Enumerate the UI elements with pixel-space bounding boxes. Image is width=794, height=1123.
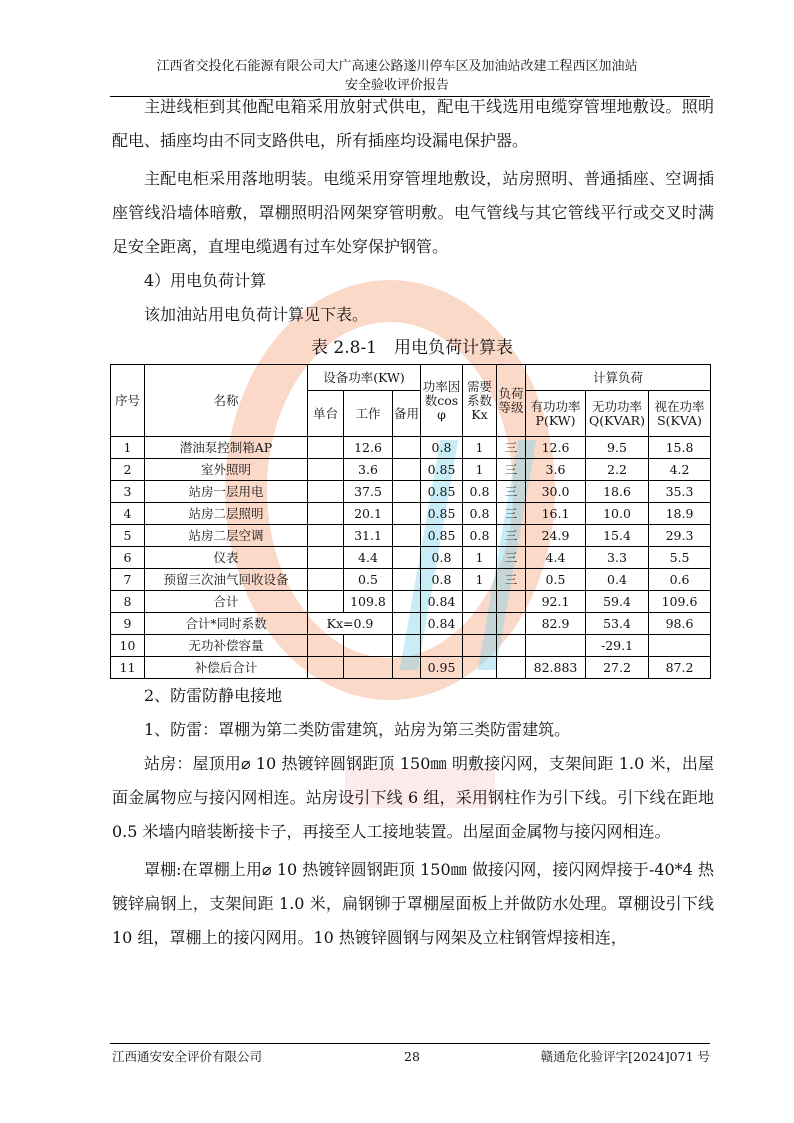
table-cell [421,635,463,657]
table-cell: 1 [463,459,497,481]
table-cell: 1 [463,569,497,591]
table-cell: 16.1 [526,503,586,525]
table-row [111,569,711,591]
table-cell: 30.0 [526,481,586,503]
col-header-work: 工作 [344,391,393,437]
table-cell: 29.3 [649,525,711,547]
table-cell [649,635,711,657]
table-cell [308,459,344,481]
table-cell: 0.85 [421,481,463,503]
table-cell: 109.6 [649,591,711,613]
table-cell [308,503,344,525]
table-cell [344,657,393,679]
table-cell [393,503,421,525]
col-header-s: 视在功率S(KVA) [649,391,711,437]
table-cell: 0.8 [421,547,463,569]
section-heading: 4）用电负荷计算 [144,271,267,290]
table-cell: 4.4 [344,547,393,569]
col-header-pf: 功率因数cos φ [421,365,463,437]
load-calculation-table [110,364,711,679]
table-cell: 11 [111,657,145,679]
table-cell: 9.5 [586,437,649,459]
table-cell [308,437,344,459]
table-cell: 24.9 [526,525,586,547]
table-cell [463,635,497,657]
paragraph: 1、防雷：罩棚为第二类防雷建筑，站房为第三类防雷建筑。 [144,720,571,739]
table-cell [497,657,526,679]
col-header-p: 有功功率P(KW) [526,391,586,437]
paragraph: 主配电柜采用落地明装。电缆采用穿管埋地敷设，站房照明、普通插座、空调插座管线沿墙体暗敷，罩棚照明沿网架穿管明敷。电气管线与其它管线平行或交叉时满足安全距离，直埋电缆遇有过车处穿保护钢管。 [112,169,714,256]
table-cell [497,635,526,657]
table-cell: 0.8 [421,437,463,459]
table-cell: 0.5 [526,569,586,591]
table-cell: 0.95 [421,657,463,679]
table-cell [308,569,344,591]
table-cell [497,613,526,635]
section-heading: 2、防雷防静电接地 [144,686,283,705]
table-cell: 35.3 [649,481,711,503]
table-cell: 0.8 [463,481,497,503]
table-cell: -29.1 [586,635,649,657]
table-row [111,525,711,547]
table-row [111,547,711,569]
table-cell [393,547,421,569]
table-cell: 20.1 [344,503,393,525]
table-cell: 0.85 [421,525,463,547]
table-cell [344,635,393,657]
table-cell: 补偿后合计 [145,657,308,679]
table-cell [308,547,344,569]
table-cell: 仪表 [145,547,308,569]
table-cell: 15.4 [586,525,649,547]
table-cell: 三 [497,459,526,481]
table-cell: 8 [111,591,145,613]
table-cell: 潜油泵控制箱AP [145,437,308,459]
table-cell [308,525,344,547]
table-cell: 98.6 [649,613,711,635]
table-cell: 0.84 [421,613,463,635]
table-cell: 合计*同时系数 [145,613,308,635]
table-cell: 无功补偿容量 [145,635,308,657]
table-cell: 10.0 [586,503,649,525]
table-cell: 27.2 [586,657,649,679]
footer-doc-number: 赣通危化验评字[2024]071 号 [540,1049,710,1064]
table-cell: 87.2 [649,657,711,679]
table-row [111,591,711,613]
table-cell: 5 [111,525,145,547]
table-cell: 站房一层用电 [145,481,308,503]
table-cell: 1 [463,437,497,459]
table-cell: 92.1 [526,591,586,613]
table-row [111,459,711,481]
table-row [111,657,711,679]
table-cell: 4 [111,503,145,525]
table-cell: 5.5 [649,547,711,569]
table-row [111,635,711,657]
table-cell: 109.8 [344,591,393,613]
table-cell: 12.6 [526,437,586,459]
paragraph: 该加油站用电负荷计算见下表。 [144,305,369,324]
table-cell [393,635,421,657]
table-cell [393,613,421,635]
table-cell: 3 [111,481,145,503]
table-cell: 三 [497,437,526,459]
table-cell: 0.85 [421,503,463,525]
footer-divider [110,1043,710,1044]
table-cell: 3.6 [526,459,586,481]
table-cell: 12.6 [344,437,393,459]
footer-company: 江西通安安全评价有限公司 [112,1049,263,1064]
table-cell: 1 [463,547,497,569]
table-cell: 三 [497,547,526,569]
table-cell [393,657,421,679]
table-cell: 预留三次油气回收设备 [145,569,308,591]
table-cell: 3.6 [344,459,393,481]
table-cell [526,635,586,657]
table-cell: 站房二层空调 [145,525,308,547]
table-cell [308,591,344,613]
table-cell: 4.2 [649,459,711,481]
header-title: 江西省交投化石能源有限公司大广高速公路遂川停车区及加油站改建工程西区加油站 [156,59,638,74]
table-cell: 7 [111,569,145,591]
paragraph: 站房：屋顶用⌀ 10 热镀锌圆钢距顶 150㎜ 明敷接闪网，支架间距 1.0 米，出屋面金属物应与接闪网相连。站房设引下线 6 组，采用钢柱作为引下线。引下线在距地 0.5 米墙内暗装断接卡子，再接至人工接地装置。出屋面金属物与接闪网相连。 [112,754,714,841]
table-row [111,481,711,503]
col-header-no: 序号 [111,365,145,437]
table-cell: 10 [111,635,145,657]
table-cell [497,591,526,613]
table-row [111,503,711,525]
table-cell: 53.4 [586,613,649,635]
table-cell: 31.1 [344,525,393,547]
table-cell [308,657,344,679]
table-cell [393,437,421,459]
table-cell: 三 [497,525,526,547]
table-cell [308,635,344,657]
paragraph: 主进线柜到其他配电箱采用放射式供电，配电干线选用电缆穿管埋地敷设。照明配电、插座均由不同支路供电，所有插座均设漏电保护器。 [112,97,714,150]
col-header-level: 负荷等级 [497,365,526,437]
table-cell: 2.2 [586,459,649,481]
table-cell: 18.6 [586,481,649,503]
table-cell: 6 [111,547,145,569]
table-cell: 18.9 [649,503,711,525]
col-header-power: 设备功率(KW) [308,365,421,391]
paragraph: 罩棚:在罩棚上用⌀ 10 热镀锌圆钢距顶 150㎜ 做接闪网，接闪网焊接于-40*4 热镀锌扁钢上，支架间距 1.0 米，扁钢铆于罩棚屋面板上并做防水处理。罩棚设引下线 10 组，罩棚上的接闪网用。10 热镀锌圆钢与网架及立柱钢管焊接相连， [112,860,714,947]
table-cell: 0.85 [421,459,463,481]
table-cell: 1 [111,437,145,459]
table-cell: 37.5 [344,481,393,503]
table-cell: 0.8 [463,503,497,525]
col-header-name: 名称 [145,365,308,437]
table-cell: 82.883 [526,657,586,679]
col-header-q: 无功功率Q(KVAR) [586,391,649,437]
table-cell [463,657,497,679]
table-row [111,613,711,635]
table-cell [393,481,421,503]
table-cell [393,459,421,481]
page-body [112,90,714,955]
table-cell: Kx=0.9 [308,613,393,635]
table-cell [463,613,497,635]
table-row [111,437,711,459]
table-cell [308,481,344,503]
table-cell: 15.8 [649,437,711,459]
table-cell: 三 [497,481,526,503]
header-subtitle: 安全验收评价报告 [344,78,449,93]
table-cell: 0.4 [586,569,649,591]
table-cell [393,569,421,591]
table-cell: 3.3 [586,547,649,569]
col-header-spare: 备用 [393,391,421,437]
table-cell: 站房二层照明 [145,503,308,525]
table-cell: 0.8 [421,569,463,591]
table-cell: 室外照明 [145,459,308,481]
table-cell: 2 [111,459,145,481]
col-header-calc: 计算负荷 [526,365,711,391]
table-cell: 三 [497,569,526,591]
page-number: 28 [404,1049,420,1064]
table-cell [393,525,421,547]
table-cell [463,591,497,613]
table-title: 表 2.8-1 用电负荷计算表 [311,338,513,358]
col-header-single: 单台 [308,391,344,437]
table-cell: 0.5 [344,569,393,591]
table-cell: 合计 [145,591,308,613]
table-cell: 59.4 [586,591,649,613]
col-header-kx: 需要系数Kx [463,365,497,437]
table-cell: 0.6 [649,569,711,591]
table-cell: 9 [111,613,145,635]
table-cell: 4.4 [526,547,586,569]
table-cell: 82.9 [526,613,586,635]
table-cell: 0.8 [463,525,497,547]
table-cell: 0.84 [421,591,463,613]
table-cell: 三 [497,503,526,525]
table-cell [393,591,421,613]
